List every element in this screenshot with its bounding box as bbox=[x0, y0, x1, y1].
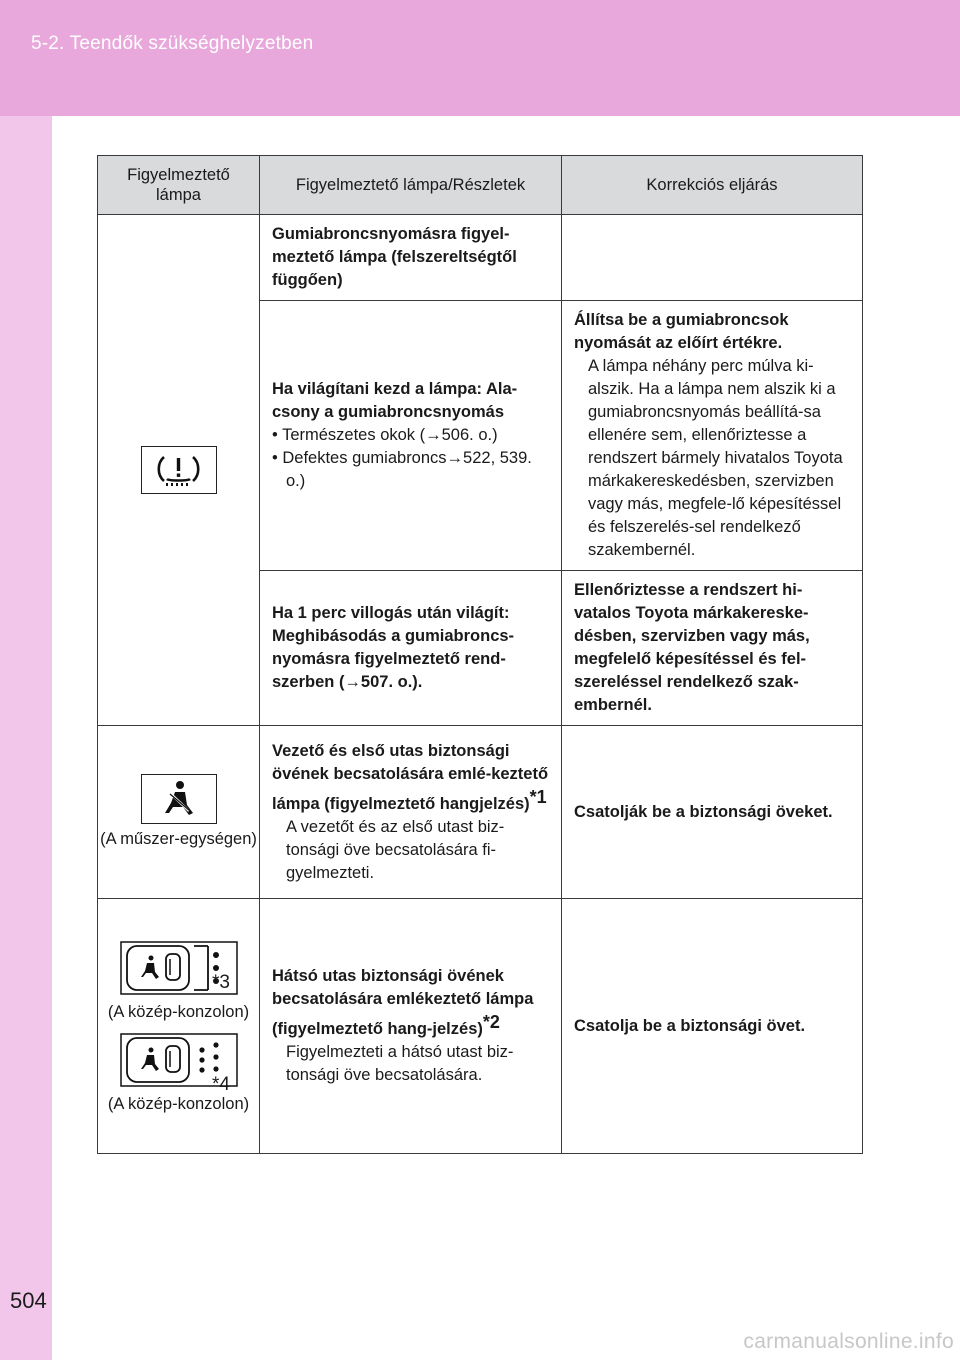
tpms-lamp-cell bbox=[98, 215, 260, 726]
footnote-ref: *3 bbox=[212, 972, 230, 993]
footnote-ref: *2 bbox=[482, 1012, 500, 1032]
column-header-lamp: Figyelmeztető lámpa bbox=[98, 156, 260, 215]
list-item: • Defektes gumiabroncs→522, 539. o.) bbox=[272, 449, 532, 490]
rear-seatbelt-action-cell bbox=[562, 899, 863, 1154]
front-seatbelt-action: Csatolják be a biztonsági öveket. bbox=[574, 802, 833, 821]
tpms-title: Gumiabroncsnyomásra figyel-meztető lámpa (felszereltségtől függően) bbox=[272, 225, 517, 289]
front-seatbelt-action-cell bbox=[562, 726, 863, 899]
tpms-low-pressure-detail-cell bbox=[260, 301, 562, 571]
table-row bbox=[98, 215, 863, 301]
seatbelt-icon bbox=[141, 774, 217, 824]
footnote-ref: *1 bbox=[529, 786, 547, 807]
rear-seatbelt-lamp2-caption: (A közép-konzolon) bbox=[107, 1095, 250, 1113]
tpms-low-pressure-heading: Ha világítani kezd a lámpa: Ala-csony a gumiabroncsnyomás bbox=[272, 380, 518, 421]
page-number: 504 bbox=[10, 1288, 47, 1313]
front-seatbelt-heading: Vezető és első utas biztonsági övének becsatolására emlé-keztető lámpa (figyelmeztető hangjelzés)*1 bbox=[272, 741, 549, 813]
section-title: 5-2. Teendők szükséghelyzetben bbox=[31, 33, 314, 54]
rear-seatbelt-text: Figyelmezteti a hátsó utast biz-tonsági öve becsatolására. bbox=[286, 1043, 514, 1084]
tpms-title-cell bbox=[260, 215, 562, 301]
list-item: • Természetes okok (→506. o.) bbox=[272, 426, 498, 444]
column-header-details: Figyelmeztető lámpa/Részletek bbox=[260, 156, 562, 215]
tpms-low-pressure-action-cell bbox=[562, 301, 863, 571]
side-margin-band bbox=[0, 116, 52, 1360]
rear-seatbelt-lamp-cell bbox=[98, 899, 260, 1154]
column-header-procedure: Korrekciós eljárás bbox=[562, 156, 863, 215]
table-row bbox=[98, 899, 863, 1154]
table-header-row bbox=[98, 156, 863, 215]
front-seatbelt-text: A vezetőt és az első utast biz-tonsági öve becsatolására fi-gyelmezteti. bbox=[286, 817, 505, 882]
warning-lamp-table bbox=[97, 155, 863, 1154]
tpms-malfunction-detail-cell bbox=[260, 571, 562, 726]
rear-seatbelt-heading: Hátsó utas biztonsági övének becsatolására emlékeztető lámpa (figyelmeztető hang-jelzés)*2 bbox=[272, 967, 534, 1038]
rear-seatbelt-action: Csatolja be a biztonsági övet. bbox=[574, 1016, 806, 1035]
front-seatbelt-detail-cell bbox=[260, 726, 562, 899]
tire-pressure-warning-icon bbox=[141, 446, 217, 494]
tpms-low-pressure-action-heading: Állítsa be a gumiabroncsok nyomását az előírt értékre. bbox=[574, 311, 789, 352]
header-band bbox=[0, 0, 960, 116]
tpms-malfunction-action: Ellenőriztesse a rendszert hi-vatalos Toyota márkakereske-désben, szervizben vagy más, megfelelő képesítéssel és fel-szereléssel rendelkező szak-embernél. bbox=[574, 581, 810, 714]
tpms-low-pressure-action-text: A lámpa néhány perc múlva ki-alszik. Ha a lámpa nem alszik ki a gumiabroncsnyomás beállítá-sa ellenére sem, ellenőriztesse a rendszert bármely hivatalos Toyota márkakereskedésben, szervizben vagy más, megfele-lő képesítéssel és felszerelés-sel rendelkező szakembernél. bbox=[588, 357, 843, 559]
front-seatbelt-lamp-caption: (A műszer-egységen) bbox=[100, 830, 257, 848]
tpms-malfunction-detail: Ha 1 perc villogás után világít: Meghibásodás a gumiabroncs-nyomásra figyelmeztető rend-szerben (→507. o.). bbox=[272, 604, 515, 691]
tpms-malfunction-action-cell bbox=[562, 571, 863, 726]
rear-seatbelt-detail-cell bbox=[260, 899, 562, 1154]
table-row bbox=[98, 726, 863, 899]
footnote-ref: *4 bbox=[212, 1074, 230, 1095]
rear-seatbelt-lamp1-caption: (A közép-konzolon) bbox=[107, 1003, 250, 1021]
front-seatbelt-lamp-cell bbox=[98, 726, 260, 899]
watermark: carmanualsonline.info bbox=[743, 1330, 954, 1353]
empty-cell bbox=[562, 215, 863, 301]
